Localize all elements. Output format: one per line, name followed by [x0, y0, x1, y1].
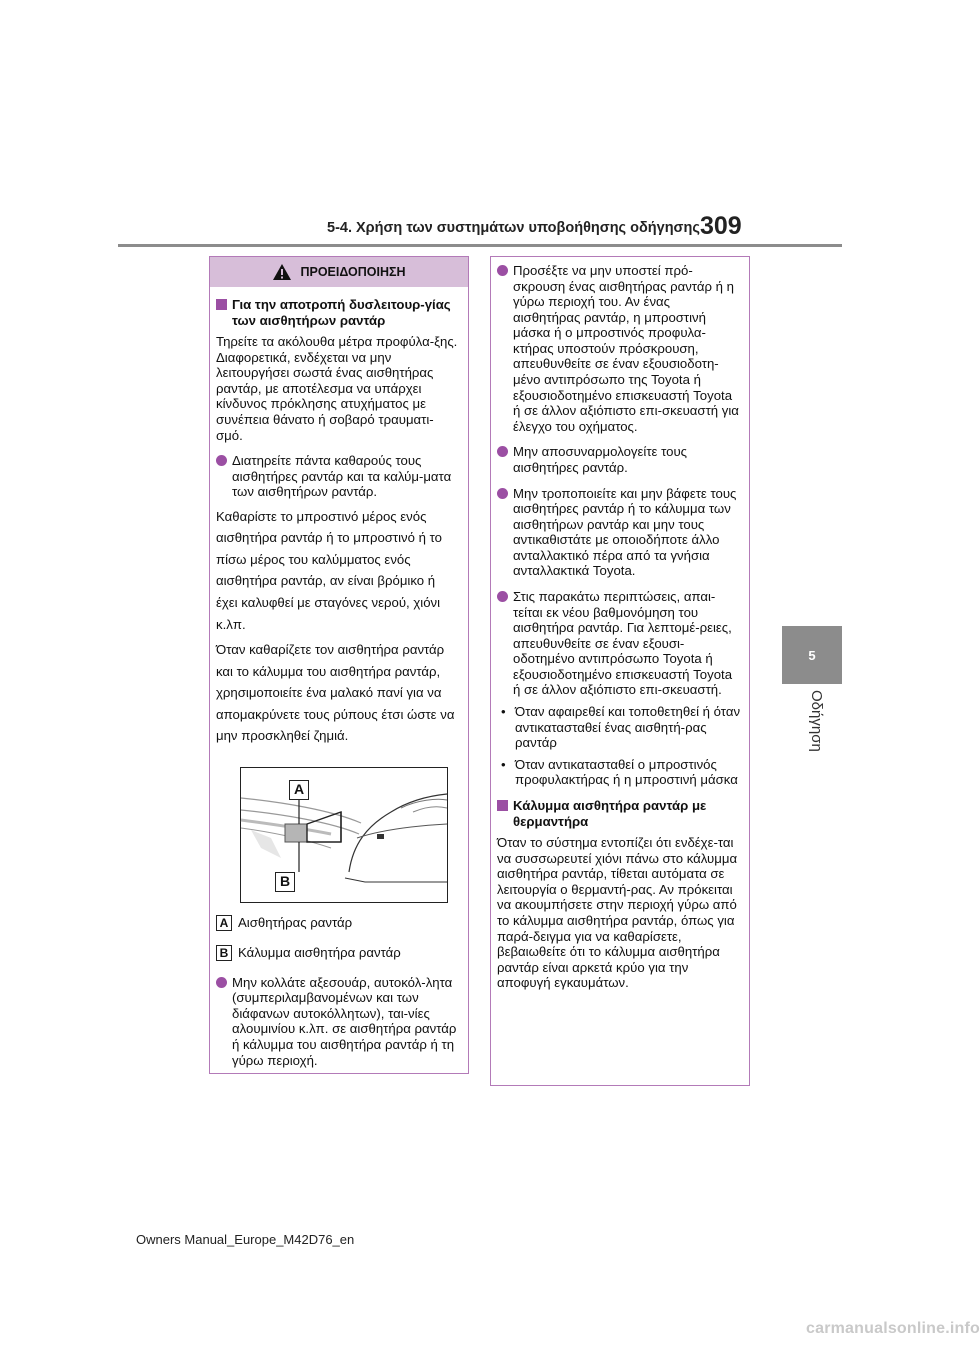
right-item-impact: [497, 263, 741, 434]
warning-box: [209, 256, 469, 1074]
right-item-text: Μην αποσυναρμολογείτε τους αισθητήρες ραντάρ.: [513, 444, 688, 475]
watermark: carmanualsonline.info: [806, 1320, 980, 1337]
square-bullet-icon: [216, 299, 227, 310]
chapter-label: Οδήγηση: [808, 690, 825, 752]
callout-a: A: [289, 780, 309, 800]
right-item-disassemble: [497, 444, 741, 475]
radar-sensor-illustration: [240, 767, 448, 903]
circle-bullet-icon: [216, 455, 227, 466]
warning-title: ΠΡΟΕΙΔΟΠΟΙΗΣΗ: [300, 265, 406, 279]
right-item-text: Μην τροποποιείτε και μην βάφετε τους αισθητήρες ραντάρ ή το κάλυμμα των αισθητήρων ραντάρ και μην τους αντικαθιστάτε με οποιοδήποτε άλλο ανταλλακτικό πέρα από τα γνήσια ανταλλακτικά Toyota.: [513, 485, 737, 579]
circle-bullet-icon: [497, 446, 508, 457]
section-title: 5-4. Χρήση των συστημάτων υποβοήθησης οδήγησης: [327, 220, 700, 236]
right-item-calibration: [497, 589, 741, 698]
warning-item-accessories: [216, 975, 460, 1068]
legend-key-b: B: [216, 945, 232, 961]
warning-header: [210, 257, 468, 287]
chapter-tab: [782, 626, 842, 684]
bullet-mark: •: [501, 756, 506, 772]
cleaning-paragraph: Καθαρίστε το μπροστινό μέρος ενός αισθητήρα ραντάρ ή το μπροστινό ή το πίσω μέρος του καλύμματος ενός αισθητήρα ραντάρ, αν είναι βρόμικο ή έχει καλυφθεί με σταγόνες νερού, χιόνι κ.λπ.: [216, 508, 443, 632]
heater-subheading-text: Κάλυμμα αισθητήρα ραντάρ με θερμαντήρα: [513, 797, 707, 829]
footer-manual-id: Owners Manual_Europe_M42D76_en: [136, 1232, 355, 1247]
heater-paragraph: Όταν το σύστημα εντοπίζει ότι ενδέχε-ται να συσσωρευτεί χιόνι πάνω στο κάλυμμα αισθητήρα ραντάρ, τίθεται αυτόματα σε λειτουργία ο θερμαντή-ρας. Αν πρόκειται να ακουμπήσετε στην περιοχή γύρω από το κάλυμμα αισθητήρα ραντάρ, όπως για παρά-δειγμα για να καθαρίσετε, βεβαιωθείτε ότι το κάλυμμα αισθητήρα ραντάρ είναι αρκετά κρύο για την αποφυγή εγκαυμάτων.: [497, 835, 738, 991]
legend-text: Κάλυμμα αισθητήρα ραντάρ: [238, 944, 401, 960]
square-bullet-icon: [497, 800, 508, 811]
calibration-case: [497, 757, 741, 788]
warning-item-text: Διατηρείτε πάντα καθαρούς τους αισθητήρες ραντάρ και τα καλύμ-ματα των αισθητήρων ραντάρ.: [232, 453, 452, 500]
heater-subheading: [497, 798, 741, 829]
right-item-modify: [497, 486, 741, 579]
warning-item-text: Μην κολλάτε αξεσουάρ, αυτοκόλ-λητα (συμπεριλαμβανομένων και των διάφανων αυτοκόλλητων), ται-νίες αλουμινίου κ.λπ. σε αισθητήρα ραντάρ ή κάλυμμα του αισθητήρα ραντάρ ή τη γύρω περιοχή.: [232, 974, 457, 1068]
circle-bullet-icon: [497, 265, 508, 276]
warning-intro: Τηρείτε τα ακόλουθα μέτρα προφύλα-ξης. Διαφορετικά, ενδέχεται να μην λειτουργήσει σωστά ένας αισθητήρας ραντάρ, με αποτέλεσμα να υπάρχει κίνδυνος πρόκλησης ατυχήματος με συνέπεια θάνατο ή σοβαρό τραυματι-σμό.: [216, 334, 458, 443]
legend-item: [216, 915, 460, 931]
warning-subheading: [216, 297, 460, 328]
warning-subheading-text: Για την αποτροπή δυσλειτουρ-γίας των αισθητήρων ραντάρ: [232, 297, 451, 328]
circle-bullet-icon: [497, 591, 508, 602]
warning-box-continued: [490, 256, 750, 1086]
callout-b: B: [275, 872, 295, 892]
header-rule: [118, 244, 842, 247]
right-item-text: Στις παρακάτω περιπτώσεις, απαι-τείται εκ νέου βαθμονόμηση του αισθητήρα ραντάρ. Για λεπτομέ-ρειες, απευθυνθείτε σε έναν εξουσι-οδοτημένο αντιπρόσωπο Toyota ή εξουσιοδοτημένο επισκευαστή Toyota ή σε άλλον αξιόπιστο επι-σκευαστή.: [513, 588, 733, 698]
legend-text: Αισθητήρας ραντάρ: [238, 914, 353, 930]
bullet-mark: •: [501, 704, 506, 720]
warning-triangle-icon: [272, 263, 292, 281]
calibration-case: [497, 704, 741, 751]
warning-item-clean: [216, 453, 460, 500]
car-front-drawing: [241, 768, 447, 902]
right-item-text: Προσέξτε να μην υποστεί πρό-σκρουση ένας αισθητήρας ραντάρ ή η γύρω περιοχή του. Αν ένας αισθητήρας ραντάρ, η μπροστινή μάσκα ή ο μπροστινός προφυλα-κτήρας υποστούν πρόσκρουση, απευθυνθείτε σε έναν εξουσιοδοτη-μένο αντιπρόσωπο της Toyota ή εξουσιοδοτημένο επισκευαστή Toyota ή σε άλλον αξιόπιστο επι-σκευαστή για έλεγχο του οχήματος.: [513, 263, 739, 434]
calibration-case-text: Όταν αφαιρεθεί και τοποθετηθεί ή όταν αντικατασταθεί ένας αισθητή-ρας ραντάρ: [515, 704, 741, 751]
circle-bullet-icon: [497, 488, 508, 499]
legend-item: [216, 945, 460, 961]
page-number: 309: [700, 212, 742, 240]
legend-key-a: A: [216, 915, 232, 931]
chapter-number: 5: [808, 647, 816, 663]
circle-bullet-icon: [216, 977, 227, 988]
calibration-case-text: Όταν αντικατασταθεί ο μπροστινός προφυλακτήρας ή η μπροστινή μάσκα: [515, 756, 738, 788]
cleaning-paragraph: Όταν καθαρίζετε τον αισθητήρα ραντάρ και το κάλυμμα του αισθητήρα ραντάρ, χρησιμοποιείτε ένα μαλακό πανί για να απομακρύνετε τους ρύπους έτσι ώστε να μην προσκληθεί ζημιά.: [216, 642, 455, 744]
